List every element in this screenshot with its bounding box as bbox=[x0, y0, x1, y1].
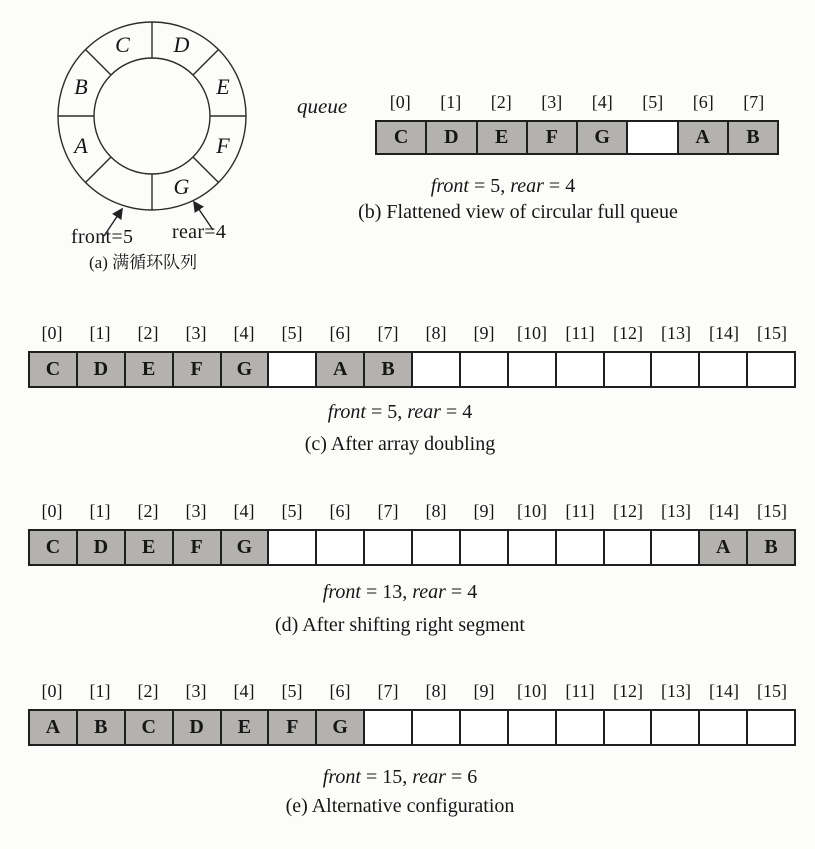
queue-array-b bbox=[375, 89, 779, 155]
front-word: front bbox=[430, 175, 469, 197]
front-word: front bbox=[327, 401, 366, 423]
queue-cell-filled: G bbox=[317, 711, 365, 744]
index-label: [3] bbox=[185, 323, 207, 343]
index-label: [12] bbox=[613, 681, 643, 701]
ring-cell-label-f: F bbox=[216, 133, 230, 158]
index-label: [6] bbox=[329, 323, 351, 343]
queue-cell-empty bbox=[652, 531, 700, 564]
index-label: [11] bbox=[565, 681, 595, 701]
queue-cell-filled: B bbox=[78, 711, 126, 744]
rear-value: = 4 bbox=[543, 175, 576, 197]
index-label: [14] bbox=[709, 681, 739, 701]
queue-cell-empty bbox=[269, 353, 317, 386]
index-label: [15] bbox=[757, 681, 787, 701]
rear-word: rear bbox=[510, 175, 544, 197]
cells-row bbox=[375, 120, 779, 155]
caption-b: (b) Flattened view of circular full queue bbox=[358, 201, 678, 223]
index-label: [2] bbox=[137, 323, 159, 343]
queue-cell-filled: B bbox=[748, 531, 794, 564]
index-label: [2] bbox=[137, 681, 159, 701]
queue-cell-empty bbox=[509, 353, 557, 386]
queue-cell-filled: C bbox=[377, 122, 427, 153]
queue-array-e bbox=[28, 678, 796, 746]
caption-e: (e) Alternative configuration bbox=[285, 795, 515, 817]
index-row bbox=[28, 498, 796, 524]
queue-cell-filled: E bbox=[126, 531, 174, 564]
status-line-c bbox=[5, 401, 795, 424]
rear-value: = 4 bbox=[445, 581, 478, 603]
ring-cell-label-e: E bbox=[216, 74, 230, 99]
cells-row bbox=[28, 351, 796, 388]
front-value: = 13, bbox=[360, 581, 413, 603]
index-label: [1] bbox=[89, 323, 111, 343]
circular-queue-diagram bbox=[40, 12, 270, 248]
queue-cell-empty bbox=[509, 711, 557, 744]
index-label: [5] bbox=[281, 681, 303, 701]
queue-cell-empty bbox=[461, 353, 509, 386]
queue-cell-empty bbox=[413, 353, 461, 386]
index-label: [6] bbox=[329, 681, 351, 701]
index-label: [4] bbox=[233, 323, 255, 343]
index-label: [12] bbox=[613, 323, 643, 343]
queue-cell-filled: E bbox=[126, 353, 174, 386]
index-row bbox=[28, 678, 796, 704]
index-label: [3] bbox=[541, 92, 563, 112]
queue-cell-empty bbox=[557, 711, 605, 744]
ring-cell-label-b: B bbox=[74, 74, 88, 99]
queue-cell-filled: F bbox=[269, 711, 317, 744]
queue-cell-empty bbox=[269, 531, 317, 564]
index-label: [13] bbox=[661, 501, 691, 521]
index-label: [5] bbox=[281, 323, 303, 343]
queue-cell-filled: B bbox=[365, 353, 413, 386]
queue-cell-empty bbox=[557, 353, 605, 386]
queue-cell-empty bbox=[700, 353, 748, 386]
queue-cell-empty bbox=[461, 531, 509, 564]
index-label: [9] bbox=[473, 501, 495, 521]
index-label: [13] bbox=[661, 323, 691, 343]
front-word: front bbox=[322, 581, 361, 603]
status-line-b bbox=[268, 175, 738, 198]
queue-cell-empty bbox=[748, 711, 794, 744]
queue-cell-filled: F bbox=[174, 353, 222, 386]
cells-row bbox=[28, 529, 796, 566]
index-label: [14] bbox=[709, 323, 739, 343]
index-label: [10] bbox=[517, 681, 547, 701]
index-label: [15] bbox=[757, 323, 787, 343]
index-label: [2] bbox=[490, 92, 512, 112]
queue-cell-empty bbox=[605, 711, 653, 744]
queue-cell-filled: D bbox=[78, 531, 126, 564]
rear-pointer-label: rear=4 bbox=[172, 221, 227, 243]
caption-d: (d) After shifting right segment bbox=[275, 614, 525, 636]
ring-cell-label-c: C bbox=[115, 32, 130, 57]
rear-word: rear bbox=[412, 581, 446, 603]
index-label: [13] bbox=[661, 681, 691, 701]
queue-cell-empty bbox=[317, 531, 365, 564]
queue-array-label: queue bbox=[297, 94, 348, 118]
index-row bbox=[28, 320, 796, 346]
front-value: = 5, bbox=[468, 175, 511, 197]
cells-row bbox=[28, 709, 796, 746]
index-label: [2] bbox=[137, 501, 159, 521]
queue-cell-empty bbox=[413, 711, 461, 744]
queue-cell-filled: G bbox=[222, 531, 270, 564]
status-line-e bbox=[5, 766, 795, 789]
queue-cell-empty bbox=[605, 531, 653, 564]
rear-word: rear bbox=[407, 401, 441, 423]
queue-cell-filled: D bbox=[427, 122, 477, 153]
ring-cell-label-a: A bbox=[74, 133, 88, 158]
front-value: = 15, bbox=[360, 766, 413, 788]
queue-cell-filled: C bbox=[30, 353, 78, 386]
queue-cell-filled: E bbox=[222, 711, 270, 744]
queue-cell-filled: F bbox=[528, 122, 578, 153]
index-label: [0] bbox=[41, 323, 63, 343]
queue-cell-empty bbox=[413, 531, 461, 564]
queue-cell-filled: G bbox=[222, 353, 270, 386]
ring-cell-label-d: D bbox=[173, 32, 190, 57]
queue-cell-filled: B bbox=[729, 122, 777, 153]
queue-cell-empty bbox=[461, 711, 509, 744]
queue-cell-filled: A bbox=[700, 531, 748, 564]
index-label: [0] bbox=[41, 681, 63, 701]
queue-cell-filled: A bbox=[679, 122, 729, 153]
index-label: [10] bbox=[517, 323, 547, 343]
index-label: [8] bbox=[425, 501, 447, 521]
index-label: [4] bbox=[233, 501, 255, 521]
index-label: [5] bbox=[281, 501, 303, 521]
queue-cell-empty bbox=[557, 531, 605, 564]
queue-cell-filled: D bbox=[78, 353, 126, 386]
rear-word: rear bbox=[412, 766, 446, 788]
index-label: [4] bbox=[233, 681, 255, 701]
ring-inner-circle bbox=[94, 58, 210, 174]
queue-array-c bbox=[28, 320, 796, 388]
index-label: [1] bbox=[440, 92, 462, 112]
index-label: [6] bbox=[329, 501, 351, 521]
caption-circular-queue: (a) 满循环队列 bbox=[89, 253, 198, 272]
index-label: [9] bbox=[473, 681, 495, 701]
index-label: [7] bbox=[377, 501, 399, 521]
front-word: front bbox=[322, 766, 361, 788]
queue-cell-empty bbox=[652, 711, 700, 744]
index-label: [7] bbox=[377, 323, 399, 343]
index-label: [0] bbox=[389, 92, 411, 112]
index-label: [7] bbox=[377, 681, 399, 701]
queue-cell-empty bbox=[365, 531, 413, 564]
queue-cell-filled: C bbox=[126, 711, 174, 744]
index-label: [5] bbox=[642, 92, 664, 112]
queue-cell-filled: C bbox=[30, 531, 78, 564]
rear-value: = 4 bbox=[440, 401, 473, 423]
front-value: = 5, bbox=[365, 401, 408, 423]
index-label: [7] bbox=[743, 92, 765, 112]
index-label: [14] bbox=[709, 501, 739, 521]
index-label: [11] bbox=[565, 501, 595, 521]
index-label: [1] bbox=[89, 681, 111, 701]
queue-cell-filled: A bbox=[30, 711, 78, 744]
status-line-d bbox=[5, 581, 795, 604]
ring-cell-label-g: G bbox=[173, 174, 190, 199]
index-label: [8] bbox=[425, 323, 447, 343]
front-pointer-label: front=5 bbox=[71, 226, 134, 248]
queue-cell-filled: E bbox=[478, 122, 528, 153]
queue-array-d bbox=[28, 498, 796, 566]
index-label: [4] bbox=[591, 92, 613, 112]
queue-cell-filled: D bbox=[174, 711, 222, 744]
index-label: [0] bbox=[41, 501, 63, 521]
index-label: [3] bbox=[185, 501, 207, 521]
queue-cell-empty bbox=[509, 531, 557, 564]
index-label: [6] bbox=[692, 92, 714, 112]
queue-cell-empty bbox=[700, 711, 748, 744]
index-label: [8] bbox=[425, 681, 447, 701]
queue-cell-empty bbox=[605, 353, 653, 386]
index-label: [15] bbox=[757, 501, 787, 521]
index-label: [10] bbox=[517, 501, 547, 521]
index-row bbox=[375, 89, 779, 115]
index-label: [1] bbox=[89, 501, 111, 521]
queue-cell-empty bbox=[748, 353, 794, 386]
rear-value: = 6 bbox=[445, 766, 478, 788]
queue-cell-filled: F bbox=[174, 531, 222, 564]
ring-sector-dividers bbox=[58, 22, 246, 210]
index-label: [3] bbox=[185, 681, 207, 701]
queue-cell-filled: A bbox=[317, 353, 365, 386]
index-label: [9] bbox=[473, 323, 495, 343]
queue-cell-empty bbox=[628, 122, 678, 153]
index-label: [12] bbox=[613, 501, 643, 521]
queue-cell-empty bbox=[365, 711, 413, 744]
caption-c: (c) After array doubling bbox=[304, 433, 496, 455]
index-label: [11] bbox=[565, 323, 595, 343]
queue-cell-empty bbox=[652, 353, 700, 386]
queue-cell-filled: G bbox=[578, 122, 628, 153]
